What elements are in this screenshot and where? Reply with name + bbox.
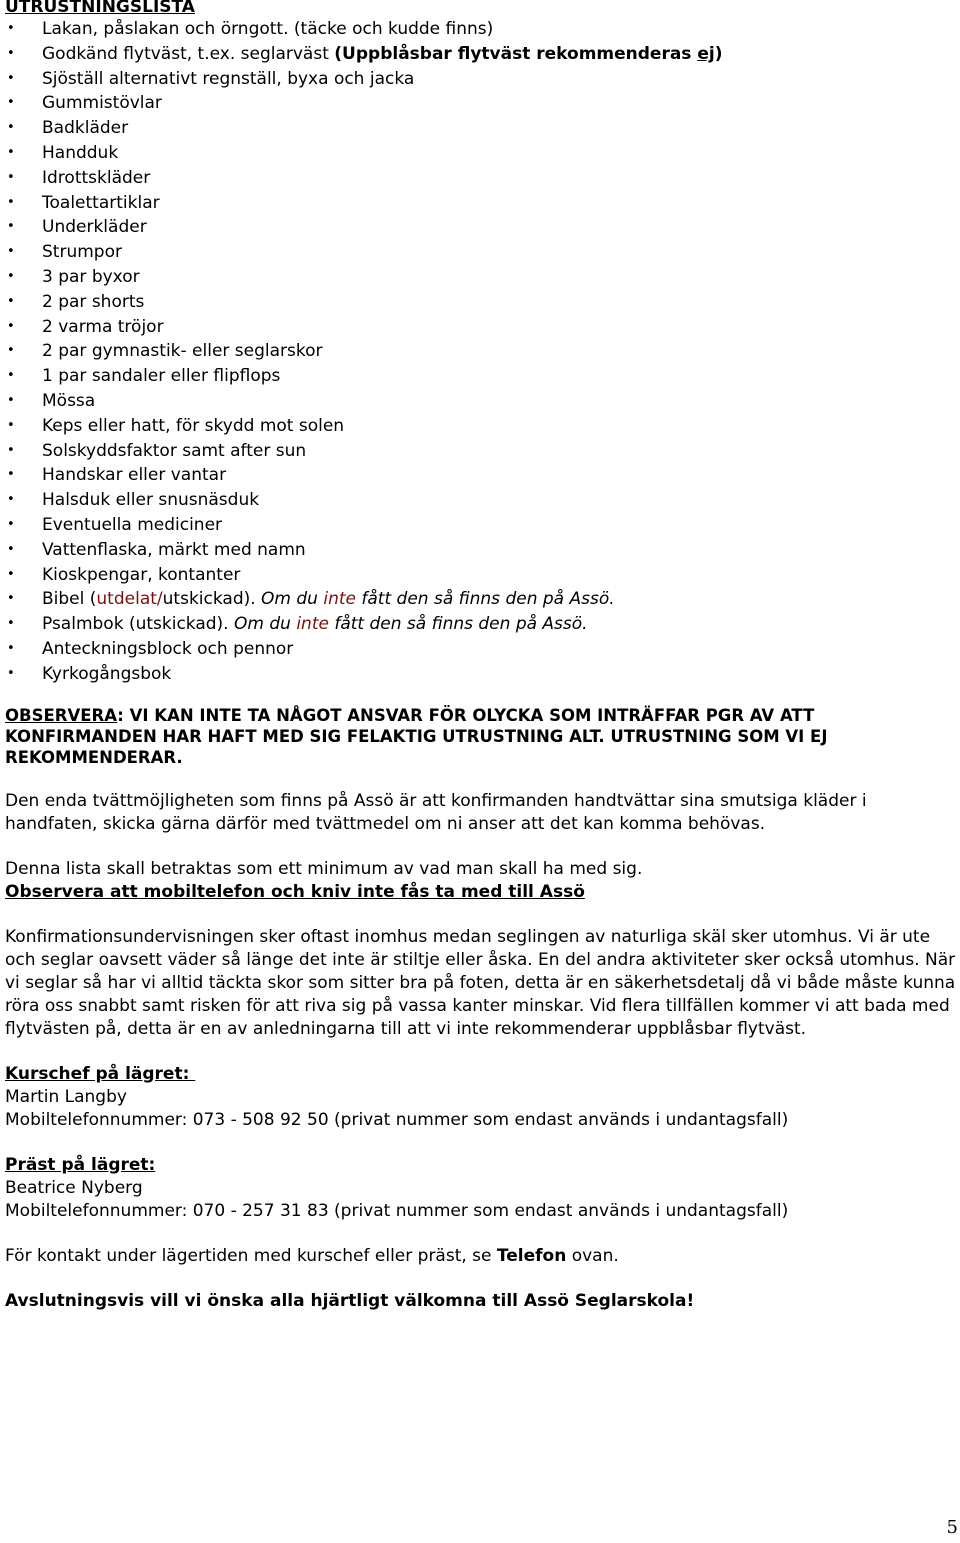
bullet-icon: • [7, 492, 15, 508]
list-item: • Kyrkogångsbok [5, 662, 958, 687]
bullet-icon: • [7, 169, 15, 185]
bullet-icon: • [7, 318, 15, 334]
laundry-paragraph: Den enda tvättmöjligheten som finns på Assö är att konfirmanden handtvättar sina smutsiga kläder i handfaten, skicka gärna därför med tvättmedel om ni anser att det kan komma behövas. [5, 790, 867, 834]
list-item-life-vest: • Godkänd flytväst, t.ex. seglarväst (Uppblåsbar flytväst rekommenderas ej) [5, 42, 958, 67]
list-item: • 2 varma tröjor [5, 315, 958, 340]
bullet-icon: • [7, 368, 15, 384]
bullet-icon: • [7, 591, 15, 607]
warning-text: : VI KAN INTE TA NÅGOT ANSVAR FÖR OLYCKA SOM INTRÄFFAR PGR AV ATT KONFIRMANDEN HAR HAFT MED SIG FELAKTIG UTRUSTNING ALT. UTRUSTNING SOM VI EJ REKOMMENDERAR. [5, 705, 828, 767]
bullet-icon: • [7, 95, 15, 111]
list-item-bible: • Bibel (utdelat/utskickad). Om du inte fått den så finns den på Assö. [5, 587, 958, 612]
bullet-icon: • [7, 665, 15, 681]
bullet-icon: • [7, 45, 15, 61]
bullet-icon: • [7, 21, 15, 36]
list-item: • Mössa [5, 389, 958, 414]
list-item: • Handduk [5, 141, 958, 166]
list-item: • Eventuella mediciner [5, 513, 958, 538]
list-item: • Handskar eller vantar [5, 463, 958, 488]
page-heading: UTRUSTNINGSLISTA [5, 0, 195, 17]
document-page [5, 0, 958, 1313]
priest-name: Beatrice Nyberg [5, 1177, 143, 1198]
list-item: • 1 par sandaler eller flipflops [5, 364, 958, 389]
list-item: • Kioskpengar, kontanter [5, 563, 958, 588]
bullet-icon: • [7, 120, 15, 136]
bullet-icon: • [7, 293, 15, 309]
list-item: • 2 par shorts [5, 290, 958, 315]
equipment-list [5, 17, 958, 687]
list-item: • Strumpor [5, 240, 958, 265]
bullet-icon: • [7, 467, 15, 483]
bullet-icon: • [7, 343, 15, 359]
camp-chief-name: Martin Langby [5, 1086, 127, 1107]
list-item: • Badkläder [5, 116, 958, 141]
bullet-icon: • [7, 392, 15, 408]
bullet-icon: • [7, 516, 15, 532]
bullet-icon: • [7, 268, 15, 284]
page-number: 5 [946, 1517, 958, 1538]
list-item: • Idrottskläder [5, 166, 958, 191]
list-item: • Underkläder [5, 215, 958, 240]
bullet-icon: • [7, 244, 15, 260]
bullet-icon: • [7, 566, 15, 582]
list-item: • Lakan, påslakan och örngott. (täcke och kudde finns) [5, 17, 958, 42]
bullet-icon: • [7, 219, 15, 235]
bullet-icon: • [7, 640, 15, 656]
phone-knife-notice: Observera att mobiltelefon och kniv inte fås ta med till Assö [5, 881, 585, 902]
contact-paragraph: För kontakt under lägertiden med kurschef eller präst, se Telefon ovan. [5, 1245, 619, 1266]
list-item: • Keps eller hatt, för skydd mot solen [5, 414, 958, 439]
bullet-icon: • [7, 442, 15, 458]
list-item: • Vattenflaska, märkt med namn [5, 538, 958, 563]
warning-label: OBSERVERA [5, 705, 118, 725]
camp-chief-phone: Mobiltelefonnummer: 073 - 508 92 50 (privat nummer som endast används i undantagsfall) [5, 1109, 789, 1130]
list-item: • 3 par byxor [5, 265, 958, 290]
list-item: • Toalettartiklar [5, 191, 958, 216]
camp-chief-label: Kurschef på lägret: [5, 1063, 196, 1084]
priest-phone: Mobiltelefonnummer: 070 - 257 31 83 (privat nummer som endast används i undantagsfall) [5, 1200, 789, 1221]
bullet-icon: • [7, 417, 15, 433]
list-item: • Halsduk eller snusnäsduk [5, 488, 958, 513]
minimum-note: Denna lista skall betraktas som ett minimum av vad man skall ha med sig. [5, 858, 643, 879]
bullet-icon: • [7, 616, 15, 632]
closing-greeting: Avslutningsvis vill vi önska alla hjärtligt välkomna till Assö Seglarskola! [5, 1290, 695, 1311]
priest-label: Präst på lägret: [5, 1154, 156, 1175]
list-item: • Gummistövlar [5, 91, 958, 116]
list-item-psalm-book: • Psalmbok (utskickad). Om du inte fått den så finns den på Assö. [5, 612, 958, 637]
warning-notice [5, 705, 958, 768]
bullet-icon: • [7, 70, 15, 86]
list-item: • Anteckningsblock och pennor [5, 637, 958, 662]
bullet-icon: • [7, 144, 15, 160]
bullet-icon: • [7, 194, 15, 210]
bullet-icon: • [7, 541, 15, 557]
list-item: • Solskyddsfaktor samt after sun [5, 439, 958, 464]
outdoors-paragraph: Konfirmationsundervisningen sker oftast inomhus medan seglingen av naturliga skäl sker utomhus. Vi är ute och seglar oavsett väder så länge det inte är stiltje eller åska. En del andra aktiviteter sker också utomhus. När vi seglar så har vi alltid täckta skor som sitter bra på foten, detta är en säkerhetsdetalj då vi både måste kunna röra oss snabbt samt risken för att riva sig på vassa kanter minskar. Vid flera tillfällen kommer vi att bada med flytvästen på, detta är en av anledningarna till att vi inte rekommenderar uppblåsbar flytväst. [5, 926, 956, 1039]
list-item: • 2 par gymnastik- eller seglarskor [5, 339, 958, 364]
list-item: • Sjöställ alternativt regnställ, byxa och jacka [5, 67, 958, 92]
